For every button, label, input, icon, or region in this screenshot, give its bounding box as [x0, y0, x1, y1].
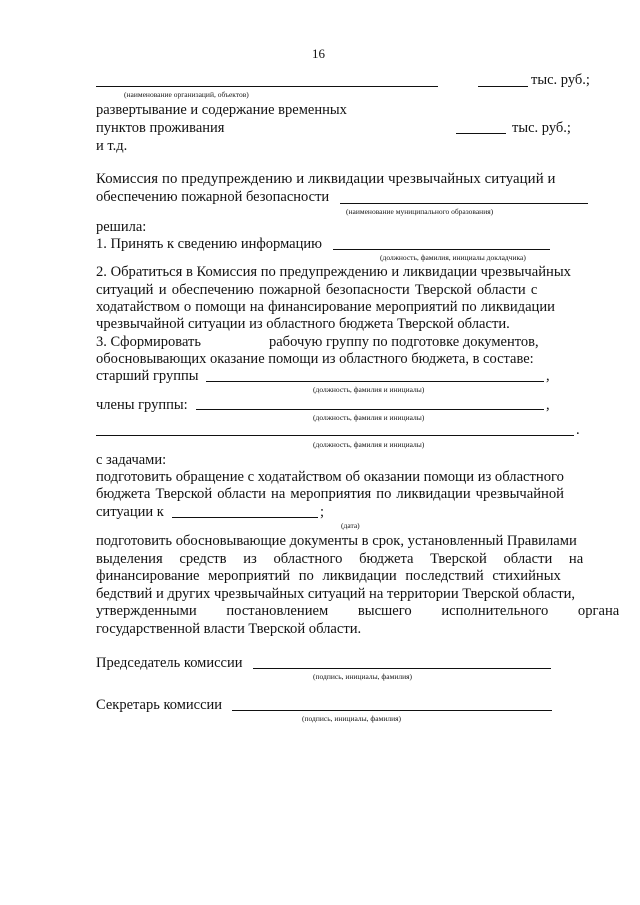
blank-line: [206, 381, 544, 382]
unit-label: тыс. руб.;: [531, 72, 590, 88]
text-line: пунктов проживания: [96, 120, 225, 136]
blank-line: [253, 668, 551, 669]
blank-line: [232, 710, 552, 711]
text-line: ходатайством о помощи на финансирование мероприятий по ликвидации: [96, 299, 555, 315]
text-line: обосновывающих оказание помощи из областного бюджета, в составе:: [96, 351, 534, 367]
punct: ,: [546, 368, 550, 384]
field-caption: (должность, фамилия, инициалы докладчика): [380, 253, 526, 262]
text-line: подготовить обосновывающие документы в срок, установленный Правилами: [96, 533, 577, 549]
blank-line: [96, 86, 438, 87]
punct: ;: [320, 504, 325, 520]
text-line: утвержденными постановлением высшего исполнительного органа: [96, 603, 620, 619]
blank-line: [196, 409, 544, 410]
punct: .: [576, 422, 580, 438]
text-line: чрезвычайной ситуации из областного бюджета Тверской области.: [96, 316, 510, 332]
blank-line: [478, 86, 528, 87]
field-caption: (должность, фамилия и инициалы): [313, 413, 425, 422]
text-line: рабочую группу по подготовке документов,: [269, 334, 539, 350]
text-line: подготовить обращение с ходатайством об оказании помощи из областного: [96, 469, 564, 485]
punct: ,: [546, 397, 550, 413]
field-caption: (дата): [341, 521, 360, 530]
text-line: Комиссия по предупреждению и ликвидации чрезвычайных ситуаций и: [96, 171, 556, 187]
text-line: выделения средств из областного бюджета Тверской области на: [96, 551, 584, 567]
text-line: решила:: [96, 219, 147, 235]
text-line: ситуации к: [96, 504, 164, 520]
blank-line: [456, 133, 506, 134]
blank-line: [96, 435, 574, 436]
page-number: 16: [312, 46, 325, 61]
text-line: бедствий и других чрезвычайных ситуаций на территории Тверской области,: [96, 586, 576, 602]
field-caption: (подпись, инициалы, фамилия): [302, 714, 402, 723]
text-line: члены группы:: [96, 397, 188, 413]
text-line: государственной власти Тверской области.: [96, 621, 362, 637]
field-caption: (должность, фамилия и инициалы): [313, 440, 425, 449]
text-line: с задачами:: [96, 452, 167, 468]
text-line: развертывание и содержание временных: [96, 102, 347, 118]
text-line: бюджета Тверской области на мероприятия по ликвидации чрезвычайной: [96, 486, 564, 502]
field-caption: (наименование организаций, объектов): [124, 90, 249, 99]
blank-line: [340, 203, 588, 204]
text-line: 1. Принять к сведению информацию: [96, 236, 322, 252]
field-caption: (должность, фамилия и инициалы): [313, 385, 425, 394]
text-line: обеспечению пожарной безопасности: [96, 189, 330, 205]
field-caption: (подпись, инициалы, фамилия): [313, 672, 413, 681]
text-line: и т.д.: [96, 138, 128, 154]
text-line: 2. Обратиться в Комиссия по предупреждению и ликвидации чрезвычайных: [96, 264, 571, 280]
text-line: финансирование мероприятий по ликвидации последствий стихийных: [96, 568, 561, 584]
unit-label: тыс. руб.;: [512, 120, 571, 136]
text-line: ситуаций и обеспечению пожарной безопасности Тверской области с: [96, 282, 538, 298]
text-line: старший группы: [96, 368, 199, 384]
blank-line: [333, 249, 550, 250]
blank-line: [172, 517, 318, 518]
text-line: Секретарь комиссии: [96, 697, 223, 713]
text-line: 3. Сформировать: [96, 334, 201, 350]
field-caption: (наименование муниципального образования): [346, 207, 494, 216]
text-line: Председатель комиссии: [96, 655, 243, 671]
